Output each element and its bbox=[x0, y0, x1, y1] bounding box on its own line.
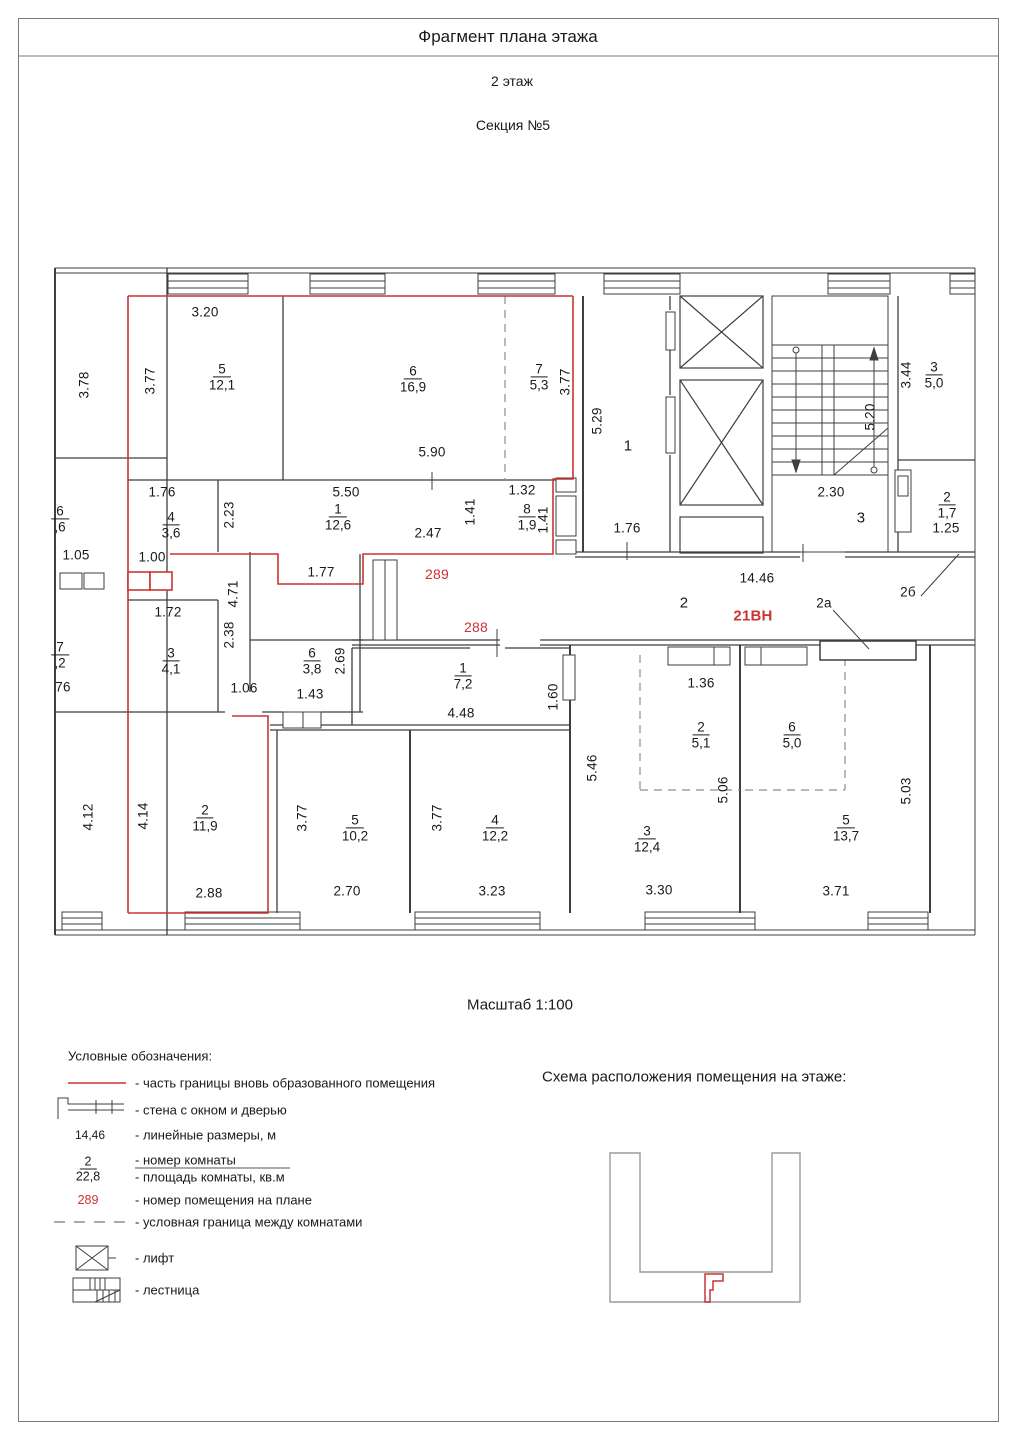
room-area: 5,0 bbox=[782, 735, 802, 751]
room-label-left-6 bbox=[51, 503, 69, 534]
room-number: 5 bbox=[213, 361, 231, 377]
room-area: 12,2 bbox=[481, 828, 509, 844]
dim-1-32: 1.32 bbox=[508, 482, 536, 498]
stair-number-3: 3 bbox=[856, 509, 866, 527]
room-label-6-5-0 bbox=[783, 719, 802, 750]
dim-5-06: 5.06 bbox=[715, 776, 731, 804]
scheme-location-marker bbox=[705, 1274, 723, 1302]
room-area: 22,8 bbox=[75, 1169, 101, 1184]
room-number: 7 bbox=[51, 639, 69, 655]
room-label-8-1-9 bbox=[518, 501, 537, 532]
dim-5-29: 5.29 bbox=[589, 407, 605, 435]
room-number: 4 bbox=[162, 509, 180, 525]
dim-1-60: 1.60 bbox=[545, 683, 561, 711]
room-area: 12,6 bbox=[324, 517, 352, 533]
legend-linear-text: - линейные размеры, м bbox=[135, 1127, 277, 1143]
dim-5-50: 5.50 bbox=[332, 484, 360, 500]
vent-shaft bbox=[373, 560, 397, 640]
room-number: 3 bbox=[162, 645, 180, 661]
dim-3-30: 3.30 bbox=[645, 882, 673, 898]
room-number: 6 bbox=[303, 645, 321, 661]
room-label-1-7-2 bbox=[454, 660, 473, 691]
dim-1-43: 1.43 bbox=[296, 686, 324, 702]
room-number: 2 bbox=[80, 1155, 97, 1170]
dim-2-23: 2.23 bbox=[221, 501, 237, 529]
room-label-4-3-6 bbox=[162, 509, 181, 540]
legend-wall-text: - стена с окном и дверью bbox=[135, 1102, 287, 1118]
room-area: 12,4 bbox=[633, 839, 661, 855]
room-number: 5 bbox=[346, 812, 364, 828]
legend-dim-sample: 14,46 bbox=[74, 1128, 106, 1142]
room-number: 3 bbox=[638, 823, 656, 839]
legend-heading: Условные обозначения: bbox=[68, 1048, 213, 1064]
dim-1-05: 1.05 bbox=[62, 547, 90, 563]
dim-2-30: 2.30 bbox=[817, 484, 845, 500]
dim-1-25: 1.25 bbox=[932, 520, 960, 536]
room-area: 11,9 bbox=[192, 818, 218, 834]
leader-lines bbox=[833, 554, 959, 649]
legend-stairs-symbol bbox=[73, 1278, 120, 1302]
room-label-5-10-2 bbox=[342, 812, 368, 843]
bottom-wall-windows bbox=[62, 912, 928, 930]
hall-number-1: 1 bbox=[623, 437, 633, 455]
room-label-2-5-1 bbox=[692, 719, 711, 750]
dim-4-14: 4.14 bbox=[135, 802, 151, 830]
dim-5-20: 5.20 bbox=[862, 403, 878, 431]
room-area: 4,1 bbox=[161, 661, 181, 677]
room-area: 12,1 bbox=[208, 377, 236, 393]
room-area: 3,8 bbox=[302, 661, 322, 677]
room-area: 7,2 bbox=[453, 676, 473, 692]
dim-5-46: 5.46 bbox=[584, 754, 600, 782]
room-number: 8 bbox=[518, 501, 536, 517]
room-label-3-5-0-topright bbox=[925, 359, 944, 390]
room-label-3-4-1 bbox=[162, 645, 181, 676]
room-number: 3 bbox=[925, 359, 943, 375]
corridor-window-symbols bbox=[668, 647, 807, 665]
dim-3-77-room4b: 3.77 bbox=[429, 804, 445, 832]
legend-lift-text: - лифт bbox=[135, 1250, 175, 1266]
dim-3-44: 3.44 bbox=[898, 361, 914, 389]
dim-2-38: 2.38 bbox=[221, 621, 237, 649]
dim-3-71: 3.71 bbox=[822, 883, 850, 899]
scale-label: Масштаб 1:100 bbox=[467, 996, 573, 1014]
label-2a: 2а bbox=[816, 595, 832, 611]
scheme-heading: Схема расположения помещения на этаже: bbox=[542, 1068, 847, 1086]
dim-3-77-left: 3.77 bbox=[142, 367, 158, 395]
dim-1-06: 1.06 bbox=[230, 680, 258, 696]
room-label-6-3-8 bbox=[303, 645, 322, 676]
dim-2-47: 2.47 bbox=[414, 525, 442, 541]
dim-5-90: 5.90 bbox=[418, 444, 446, 460]
corridor-number-2: 2 bbox=[679, 594, 689, 612]
room-label-2-11-9 bbox=[192, 802, 217, 833]
premise-number-288: 288 bbox=[464, 619, 488, 635]
premise-number-21vn: 21ВН bbox=[733, 607, 773, 625]
room-label-6-16-9 bbox=[400, 363, 426, 394]
label-2b: 2б bbox=[900, 584, 916, 600]
dim-5-03: 5.03 bbox=[898, 777, 914, 805]
room-number: 6 bbox=[51, 503, 69, 519]
legend-wall-symbol bbox=[58, 1098, 124, 1119]
legend-apt-number-text: - номер помещения на плане bbox=[135, 1192, 312, 1208]
room-number: 2 bbox=[196, 802, 214, 818]
room-number: 2 bbox=[692, 719, 710, 735]
room-number: 5 bbox=[837, 812, 855, 828]
dim-2-69: 2.69 bbox=[332, 647, 348, 675]
room-area: 1,9 bbox=[517, 517, 537, 533]
dim-1-00: 1.00 bbox=[138, 549, 166, 565]
dim-3-77-room7: 3.77 bbox=[557, 368, 573, 396]
elevator-icons bbox=[680, 296, 763, 553]
dim-1-76-room4: 1.76 bbox=[148, 484, 176, 500]
legend-boundary-text: - часть границы вновь образованного помещения bbox=[135, 1075, 436, 1091]
dim-1-72: 1.72 bbox=[154, 604, 182, 620]
dim-76-cut: 76 bbox=[55, 679, 71, 695]
room-number: 4 bbox=[486, 812, 504, 828]
room-label-5-12-1 bbox=[209, 361, 235, 392]
room-label-4-12-2 bbox=[482, 812, 508, 843]
room-label-1-12-6 bbox=[325, 501, 351, 532]
dim-4-48: 4.48 bbox=[447, 705, 475, 721]
room-label-5-13-7 bbox=[833, 812, 859, 843]
legend-room-number-text: - номер комнаты bbox=[135, 1152, 236, 1168]
corridor-element-2a bbox=[820, 641, 916, 660]
room-area: 13,7 bbox=[832, 828, 860, 844]
dim-4-12: 4.12 bbox=[80, 803, 96, 831]
room-number: 1 bbox=[454, 660, 472, 676]
dim-2-88: 2.88 bbox=[195, 885, 223, 901]
door-symbols bbox=[60, 312, 911, 728]
legend-room-area-text: - площадь комнаты, кв.м bbox=[135, 1169, 285, 1185]
legend-room-sample bbox=[76, 1155, 100, 1184]
floor-label: 2 этаж bbox=[491, 73, 533, 89]
room-area: 16,9 bbox=[399, 379, 427, 395]
room-area: 5,3 bbox=[529, 377, 549, 393]
dim-1-41-a: 1.41 bbox=[462, 498, 478, 526]
dim-2-70: 2.70 bbox=[333, 883, 361, 899]
room-label-3-12-4 bbox=[634, 823, 660, 854]
room-area: 5,1 bbox=[691, 735, 711, 751]
room-number: 6 bbox=[404, 363, 422, 379]
top-wall-windows bbox=[168, 274, 975, 294]
dim-3-78: 3.78 bbox=[76, 371, 92, 399]
room-label-2-1-7 bbox=[938, 489, 957, 520]
premise-number-289: 289 bbox=[425, 566, 449, 582]
shaft-column bbox=[556, 478, 576, 554]
dim-4-71: 4.71 bbox=[225, 580, 241, 608]
dim-1-77: 1.77 bbox=[307, 564, 335, 580]
legend-apt-sample: 289 bbox=[77, 1193, 99, 1207]
dim-1-41-b: 1.41 bbox=[535, 506, 551, 534]
room-area: 5,0 bbox=[924, 375, 944, 391]
room-number: 2 bbox=[938, 489, 956, 505]
room-area: 10,2 bbox=[341, 828, 369, 844]
room-number: 6 bbox=[783, 719, 801, 735]
room-number: 7 bbox=[530, 361, 548, 377]
page-title: Фрагмент плана этажа bbox=[418, 27, 598, 46]
legend-stairs-text: - лестница bbox=[135, 1282, 200, 1298]
room-label-left-7 bbox=[51, 639, 69, 670]
room-label-7-5-3 bbox=[530, 361, 549, 392]
room-area: ,2 bbox=[54, 655, 66, 671]
room-area: 1,7 bbox=[937, 505, 957, 521]
dim-14-46: 14.46 bbox=[739, 570, 775, 586]
dim-3-77-room5b: 3.77 bbox=[294, 804, 310, 832]
room-area: 3,6 bbox=[161, 525, 181, 541]
dim-3-20: 3.20 bbox=[191, 304, 219, 320]
legend-lift-symbol bbox=[76, 1246, 116, 1270]
dim-3-23: 3.23 bbox=[478, 883, 506, 899]
room-area: ,6 bbox=[54, 519, 66, 535]
dim-1-36: 1.36 bbox=[687, 675, 715, 691]
room-number: 1 bbox=[329, 501, 347, 517]
legend-room-boundary-text: - условная граница между комнатами bbox=[135, 1214, 363, 1230]
dim-1-76-hall: 1.76 bbox=[613, 520, 641, 536]
section-label: Секция №5 bbox=[475, 117, 551, 133]
